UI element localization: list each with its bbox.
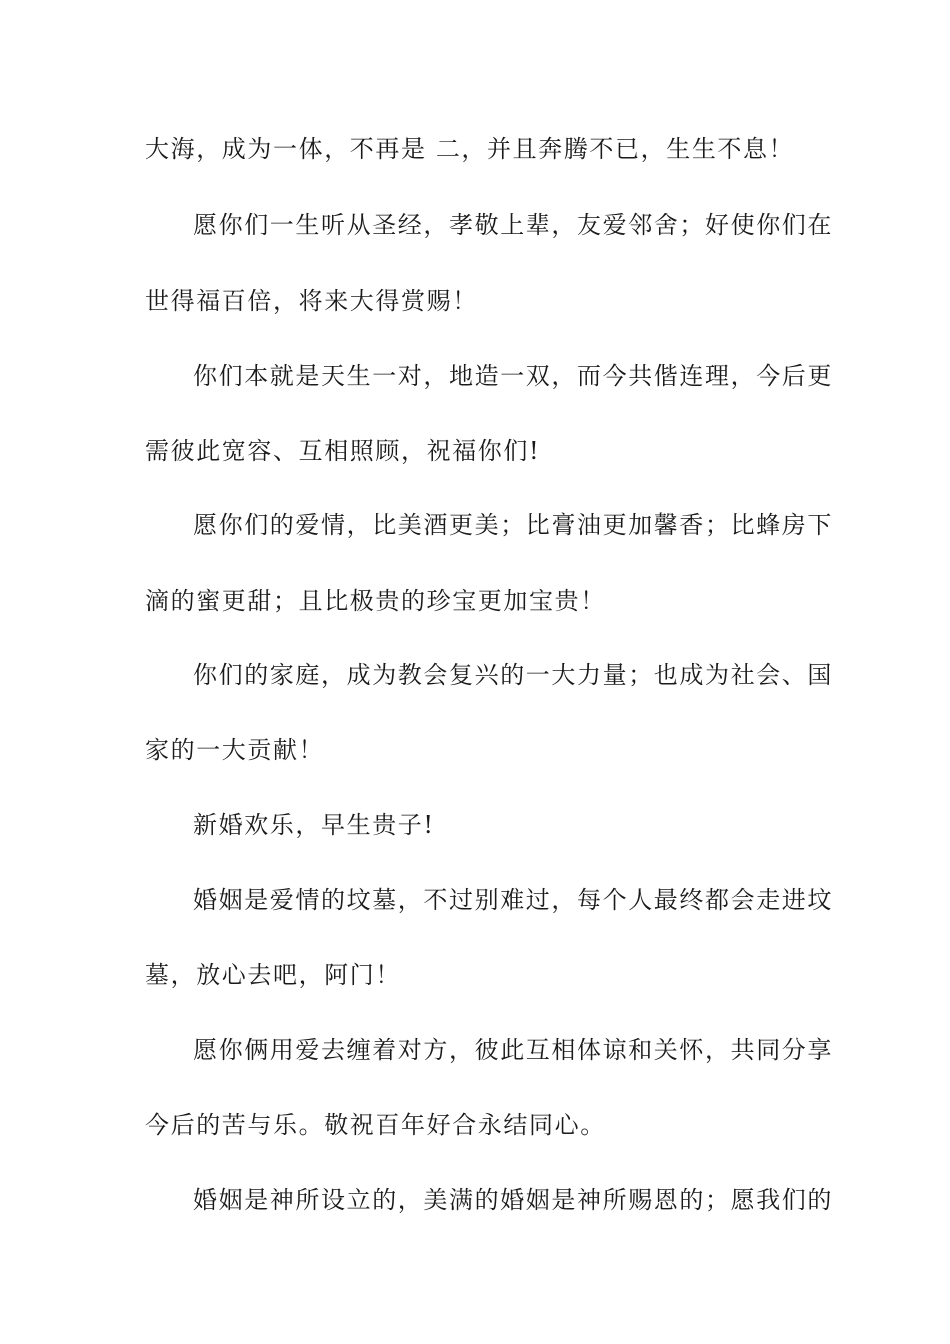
paragraph-start-line: 愿你俩用爱去缠着对方，彼此互相体谅和关怀，共同分享 <box>193 1036 833 1064</box>
paragraph-start-line: 婚姻是爱情的坟墓，不过别难过，每个人最终都会走进坟 <box>193 886 833 914</box>
text-line: 墓，放心去吧，阿门！ <box>145 961 401 989</box>
text-line: 滴的蜜更甜；且比极贵的珍宝更加宝贵！ <box>145 587 606 615</box>
paragraph-start-line: 愿你们一生听从圣经，孝敬上辈，友爱邻舍；好使你们在 <box>193 211 833 239</box>
text-line: 今后的苦与乐。敬祝百年好合永结同心。 <box>145 1111 606 1139</box>
text-line: 大海，成为一体，不再是 二，并且奔腾不已，生生不息！ <box>145 135 795 163</box>
paragraph-start-line: 你们的家庭，成为教会复兴的一大力量；也成为社会、国 <box>193 661 833 689</box>
paragraph-start-line: 你们本就是天生一对，地造一双，而今共偕连理，今后更 <box>193 362 833 390</box>
paragraph-start-line: 愿你们的爱情，比美酒更美；比膏油更加馨香；比蜂房下 <box>193 511 833 539</box>
paragraph-start-line: 新婚欢乐，早生贵子! <box>193 811 435 839</box>
paragraph-start-line: 婚姻是神所设立的，美满的婚姻是神所赐恩的；愿我们的 <box>193 1186 833 1214</box>
text-line: 家的一大贡献！ <box>145 736 325 764</box>
text-line: 世得福百倍，将来大得赏赐！ <box>145 287 478 315</box>
text-line: 需彼此宽容、互相照顾，祝福你们! <box>145 437 541 465</box>
